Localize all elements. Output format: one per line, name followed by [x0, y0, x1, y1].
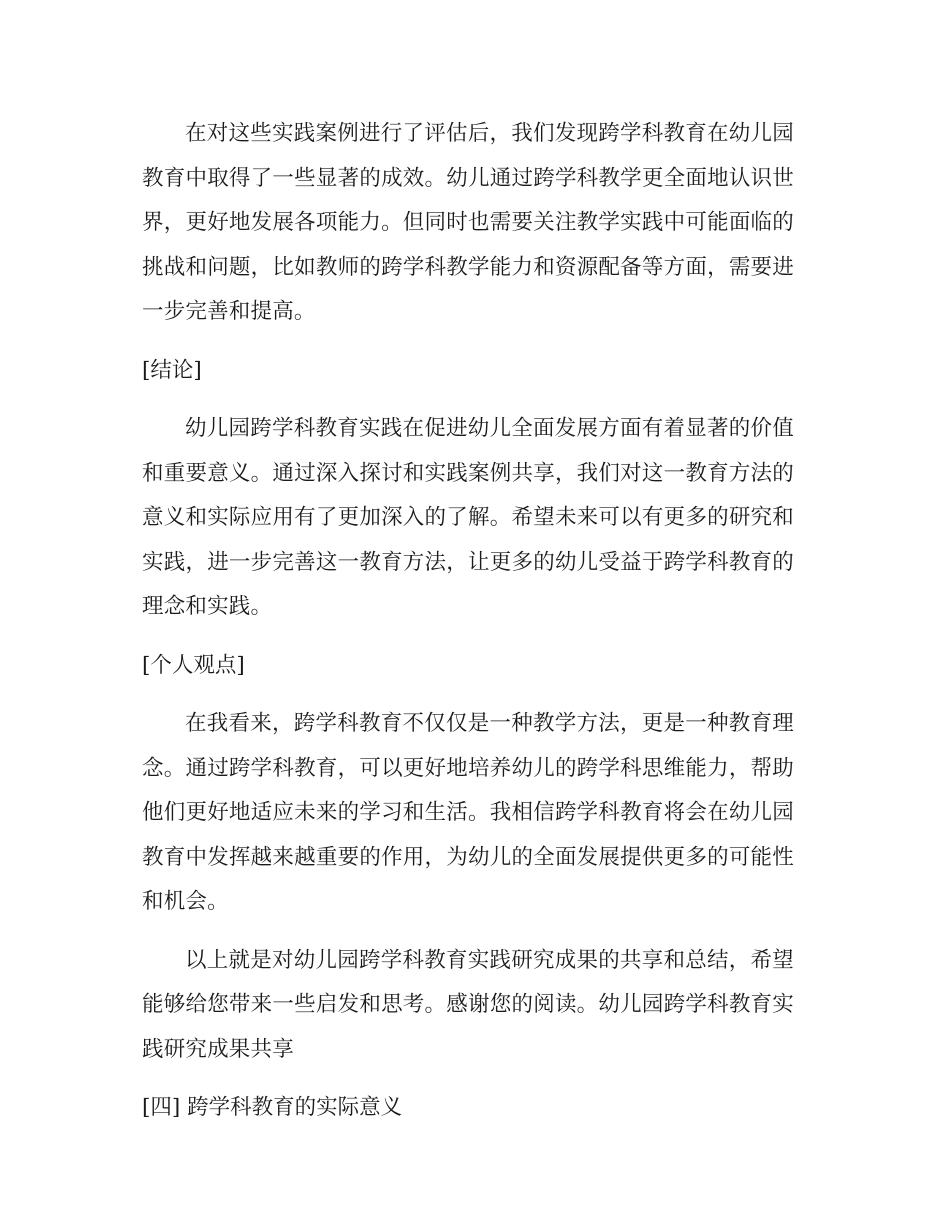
paragraph-evaluation: 在对这些实践案例进行了评估后，我们发现跨学科教育在幼儿园教育中取得了一些显著的成效。幼儿通过跨学科教学更全面地认识世界，更好地发展各项能力。但同时也需要关注教学实践中可能面临的挑战和问题，比如教师的跨学科教学能力和资源配备等方面，需要进一步完善和提高。 [142, 121, 794, 324]
spacer [142, 393, 794, 407]
paragraph-conclusion: 幼儿园跨学科教育实践在促进幼儿全面发展方面有着显著的价值和重要意义。通过深入探讨和实践案例共享，我们对这一教育方法的意义和实际应用有了更加深入的了解。希望未来可以有更多的研究和实践，进一步完善这一教育方法，让更多的幼儿受益于跨学科教育的理念和实践。 [142, 416, 794, 619]
spacer [142, 688, 794, 702]
section-heading-personal-view: [个人观点] [142, 652, 245, 678]
spacer [142, 630, 794, 644]
spacer [142, 1072, 794, 1086]
spacer [142, 335, 794, 349]
spacer [142, 925, 794, 939]
paragraph-summary: 以上就是对幼儿园跨学科教育实践研究成果的共享和总结，希望能够给您带来一些启发和思考。感谢您的阅读。幼儿园跨学科教育实践研究成果共享 [142, 947, 794, 1062]
paragraph-personal-view: 在我看来，跨学科教育不仅仅是一种教学方法，更是一种教育理念。通过跨学科教育，可以更好地培养幼儿的跨学科思维能力，帮助他们更好地适应未来的学习和生活。我相信跨学科教育将会在幼儿园教育中发挥越来越重要的作用，为幼儿的全面发展提供更多的可能性和机会。 [142, 711, 794, 914]
section-heading-four: [四] 跨学科教育的实际意义 [142, 1095, 403, 1120]
section-heading-conclusion: [结论] [142, 357, 202, 383]
